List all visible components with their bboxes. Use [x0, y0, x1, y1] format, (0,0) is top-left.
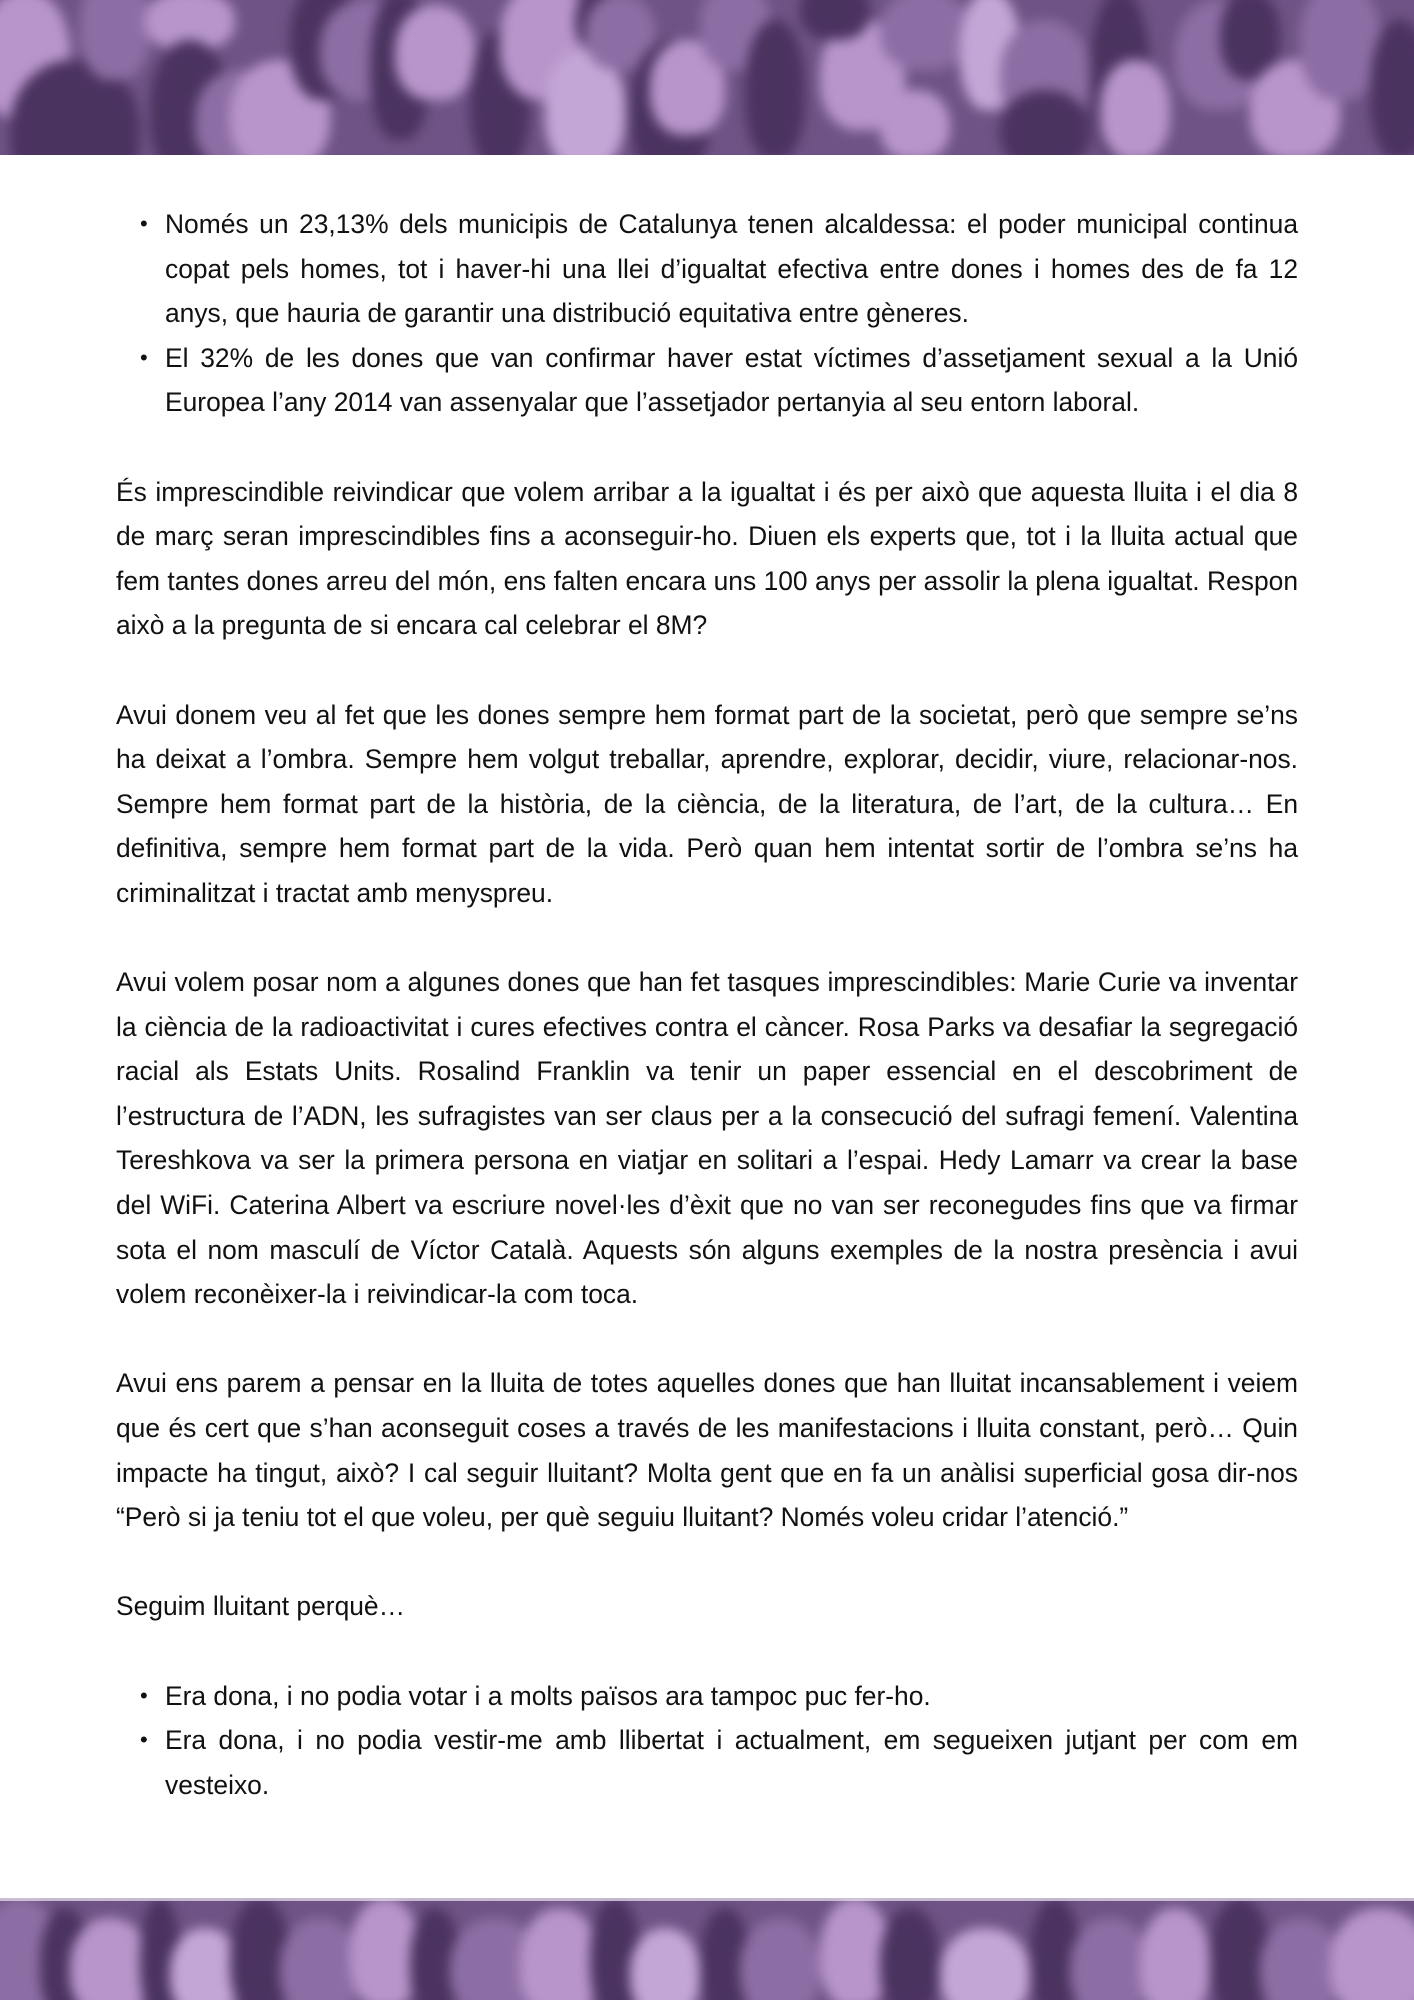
list-item-text: Era dona, i no podia votar i a molts països ara tampoc puc fer-ho.	[165, 1680, 931, 1711]
list-item-text: Era dona, i no podia vestir-me amb llibertat i actualment, em segueixen jutjant per com em vesteixo.	[165, 1725, 1298, 1800]
list-item	[140, 1674, 1298, 1719]
paragraph-keep-fighting: Avui ens parem a pensar en la lluita de totes aquelles dones que han lluitat incansablement i veiem que és cert que s’han aconseguit coses a través de les manifestacions i lluita constant, però… Quin impacte ha tingut, això? I cal seguir lluitant? Molta gent que en fa un anàlisi superficial gosa dir-nos “Però si ja teniu tot el que voleu, per què seguiu lluitant? Només voleu cridar l’atenció.”	[116, 1368, 1298, 1533]
bullet-icon: •	[140, 344, 148, 370]
paragraph-notable-women: Avui volem posar nom a algunes dones que han fet tasques imprescindibles: Marie Curie va inventar la ciència de la radioactivitat i cures efectives contra el càncer. Rosa Parks va desafiar la segregació racial als Estats Units. Rosalind Franklin va tenir un paper essencial en el descobriment de l’estructura de l’ADN, les sufragistes van ser claus per a la consecució del sufragi femení. Valentina Tereshkova va ser la primera persona en viatjar en solitari a l’espai. Hedy Lamarr va crear la base del WiFi. Caterina Albert va escriure novel·les d’èxit que no van ser reconegudes fins que va firmar sota el nom masculí de Víctor Català. Aquests són alguns exemples de la nostra presència i avui volem reconèixer-la i reivindicar-la com toca.	[116, 967, 1298, 1310]
paragraph-equality: És imprescindible reivindicar que volem arribar a la igualtat i és per això que aquesta lluita i el dia 8 de març seran imprescindibles fins a aconseguir-ho. Diuen els experts que, tot i la lluita actual que fem tantes dones arreu del món, ens falten encara uns 100 anys per assolir la plena igualtat. Respon això a la pregunta de si encara cal celebrar el 8M?	[116, 476, 1298, 641]
bullet-icon: •	[140, 1727, 148, 1753]
bullet-icon: •	[140, 1682, 148, 1708]
list-item	[140, 202, 1298, 336]
paragraph-shadow: Avui donem veu al fet que les dones sempre hem format part de la societat, però que sempre se’ns ha deixat a l’ombra. Sempre hem volgut treballar, aprendre, explorar, decidir, viure, relacionar-nos. Sempre hem format part de la història, de la ciència, de la literatura, de l’art, de la cultura… En definitiva, sempre hem format part de la vida. Però quan hem intentat sortir de l’ombra se’ns ha criminalitzat i tractat amb menyspreu.	[116, 699, 1298, 908]
document-body	[116, 202, 1298, 1852]
crowd-photo	[0, 1898, 1414, 2000]
closing-reasons-list	[116, 1674, 1298, 1808]
intro-statistics-list	[116, 202, 1298, 425]
header-banner-image	[0, 0, 1414, 155]
list-item-text: El 32% de les dones que van confirmar haver estat víctimes d’assetjament sexual a la Unió Europea l’any 2014 van assenyalar que l’assetjador pertanyia al seu entorn laboral.	[165, 342, 1298, 418]
list-item	[140, 336, 1298, 425]
list-item-text: Només un 23,13% dels municipis de Catalunya tenen alcaldessa: el poder municipal continua copat pels homes, tot i haver-hi una llei d’igualtat efectiva entre dones i homes des de fa 12 anys, que hauria de garantir una distribució equitativa entre gèneres.	[165, 209, 1298, 329]
list-item	[140, 1718, 1298, 1807]
paragraph-why-we-fight: Seguim lluitant perquè…	[116, 1591, 405, 1622]
bullet-icon: •	[140, 211, 148, 236]
crowd-photo	[0, 0, 1414, 155]
footer-banner-image	[0, 1898, 1414, 2000]
